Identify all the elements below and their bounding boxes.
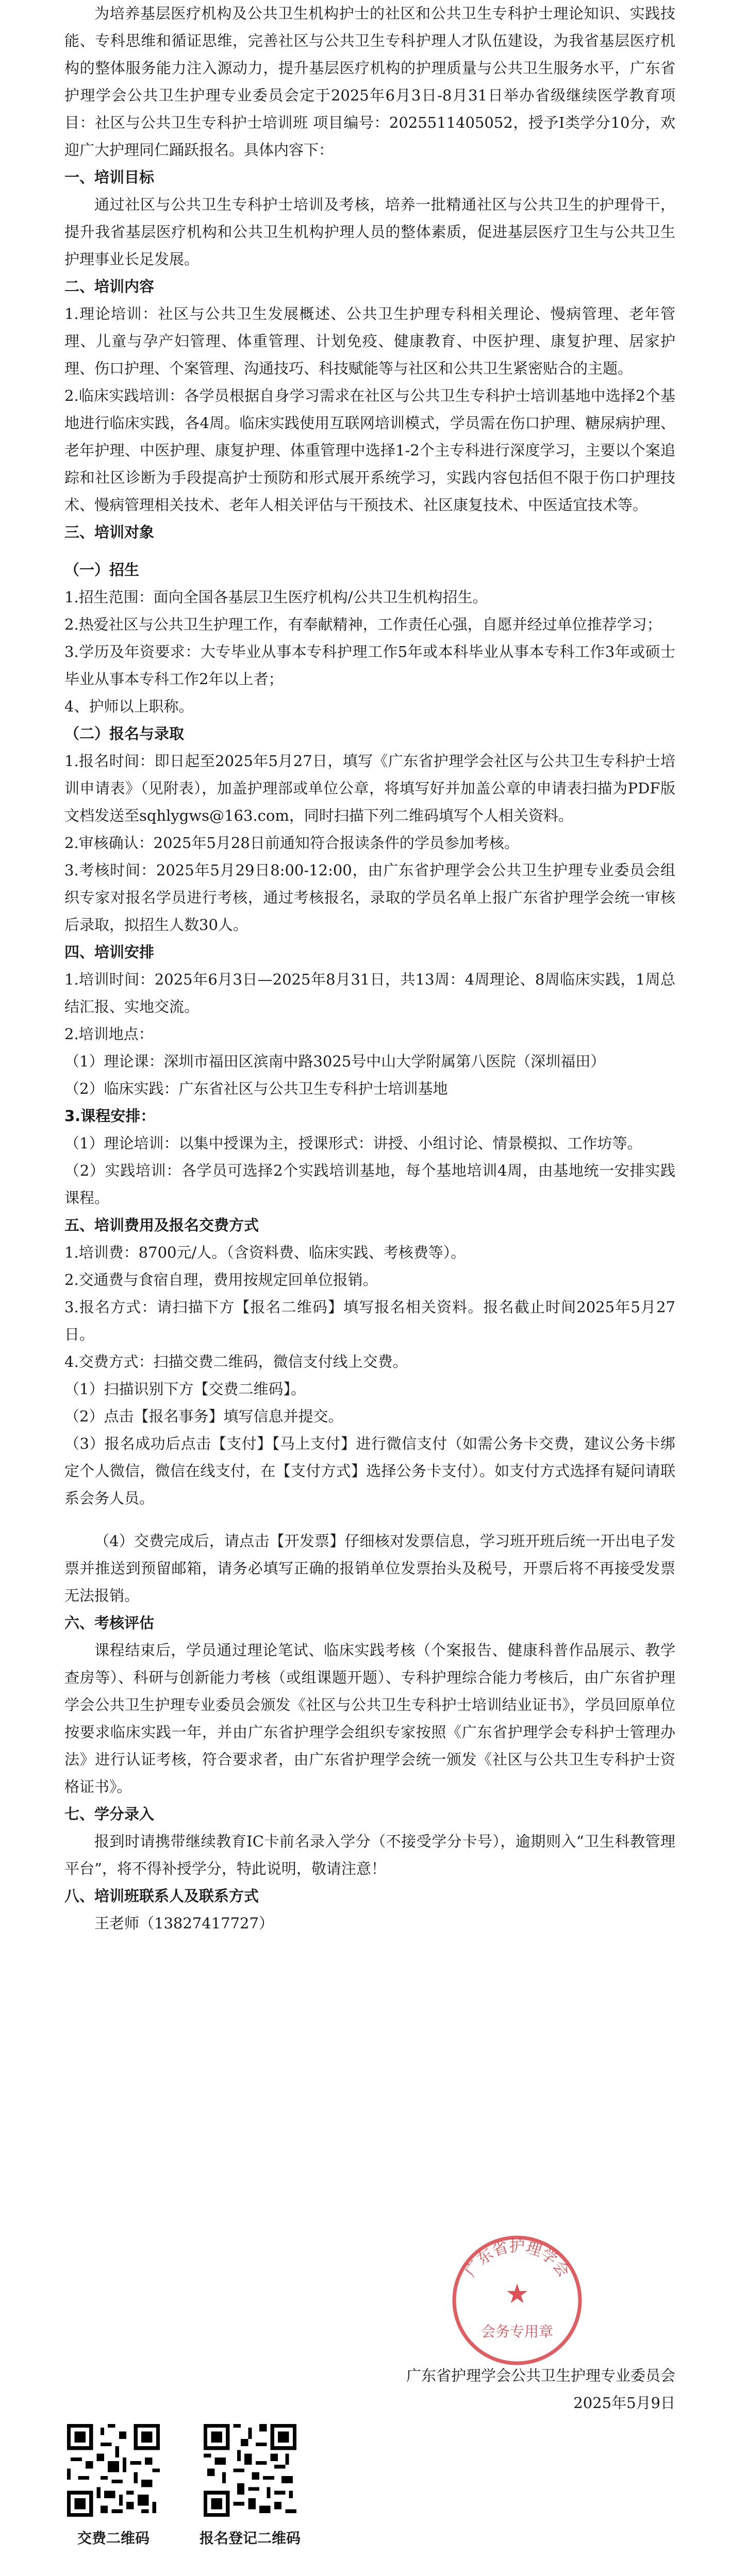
- official-seal-icon: [447, 2231, 587, 2370]
- list-item: 4.交费方式：扫描交费二维码，微信支付线上交费。: [64, 1353, 408, 1370]
- section-8-title: 八、培训班联系人及联系方式: [64, 1887, 259, 1905]
- list-item: （2）临床实践：广东省社区与公共卫生专科护士培训基地: [64, 1080, 448, 1097]
- list-item: 2.热爱社区与公共卫生护理工作，有奉献精神，工作责任心强，自愿并经过单位推荐学习；: [64, 616, 662, 633]
- contact-text: 王老师（13827417727）: [94, 1914, 274, 1932]
- signing-organization: 广东省护理学会公共卫生护理专业委员会: [406, 2367, 675, 2384]
- list-item: （4）交费完成后，请点击【开发票】仔细核对发票信息，学习班开班后统一开出电子发票并推送到预留邮箱，请务必填写正确的报销单位发票抬头及税号，开票后将不再接受发票无法报销。: [64, 1532, 675, 1604]
- section-2-theory: 1.理论培训：社区与公共卫生发展概述、公共卫生护理专科相关理论、慢病管理、老年管理、儿童与孕产妇管理、体重管理、计划免疫、健康教育、中医护理、康复护理、居家护理、伤口护理、个案管理、沟通技巧、科技赋能等与社区和公共卫生紧密贴合的主题。: [64, 305, 675, 377]
- list-item: （1）理论培训：以集中授课为主，授课形式：讲授、小组讨论、情景模拟、工作坊等。: [64, 1134, 642, 1152]
- list-item: （1）理论课：深圳市福田区滨南中路3025号中山大学附属第八医院（深圳福田）: [64, 1053, 606, 1070]
- list-item: 1.培训费：8700元/人。（含资料费、临床实践、考核费等）。: [64, 1244, 466, 1261]
- section-5-title: 五、培训费用及报名交费方式: [64, 1216, 259, 1234]
- section-1-text: 通过社区与公共卫生专科护士培训及考核，培养一批精通社区与公共卫生的护理骨干，提升我省基层医疗机构和公共卫生机构护理人员的整体素质，促进基层医疗卫生与公共卫生护理事业长足发展。: [64, 196, 675, 268]
- seal-text: 广东省护理学会: [461, 2238, 573, 2281]
- section-3-title: 三、培训对象: [64, 523, 155, 541]
- section-2-title: 二、培训内容: [64, 278, 155, 295]
- list-item: 1.培训时间：2025年6月3日—2025年8月31日，共13周：4周理论、8周临床实践，1周总结汇报、实地交流。: [64, 971, 675, 1015]
- notice-body: [64, 0, 675, 1937]
- qr-code-icon[interactable]: [204, 2424, 296, 2517]
- spacer: [64, 1512, 675, 1528]
- spacer: [64, 546, 675, 556]
- section-6-text: 课程结束后，学员通过理论笔试、临床实践考核（个案报告、健康科普作品展示、教学查房等）、科研与创新能力考核（或组课题开题）、专科护理综合能力考核后，由广东省护理学会公共卫生护理专业委员会颁发《社区与公共卫生专科护士培训结业证书》，学员回原单位按要求临床实践一年，并由广东省护理学会组织专家按照《广东省护理学会专科护士管理办法》进行认证考核，符合要求者，由广东省护理学会统一颁发《社区与公共卫生专科护士资格证书》。: [64, 1641, 675, 1795]
- list-item: 1.招生范围：面向全国各基层卫生医疗机构/公共卫生机构招生。: [64, 588, 488, 606]
- list-item: 3.报名方式：请扫描下方【报名二维码】填写报名相关资料。报名截止时间2025年5月27日。: [64, 1298, 675, 1343]
- list-item: 3.学历及年资要求：大专毕业从事本专科护理工作5年或本科毕业从事本专科工作3年或硕士毕业从事本专科工作2年以上者；: [64, 643, 675, 688]
- list-item: 3.课程安排：: [64, 1107, 156, 1125]
- payment-qr-label: 交费二维码: [77, 2530, 150, 2547]
- list-item: 4、护师以上职称。: [64, 698, 194, 715]
- svg-text:★: ★: [505, 2279, 529, 2310]
- list-item: （3）报名成功后点击【支付】【马上支付】进行微信支付（如需公务卡交费，建议公务卡绑定个人微信，微信在线支付，在【支付方式】选择公务卡支付）。如支付方式选择有疑问请联系会务人员。: [64, 1435, 675, 1507]
- section-7-text: 报到时请携带继续教育IC卡前名录入学分（不接受学分卡号），逾期则入“卫生科教管理平台”，将不得补授学分，特此说明，敬请注意！: [64, 1833, 675, 1877]
- list-item: 2.培训地点：: [64, 1025, 154, 1043]
- section-7-title: 七、学分录入: [64, 1805, 155, 1823]
- list-item: 1.报名时间：即日起至2025年5月27日，填写《广东省护理学会社区与公共卫生专科护士培训申请表》（见附表），加盖护理部或单位公章，将填写好并加盖公章的申请表扫描为PDF版文档发送至sqhlygws@163.com，同时扫描下列二维码填写个人相关资料。: [64, 752, 675, 824]
- registration-qr-label: 报名登记二维码: [199, 2530, 301, 2547]
- section-2-practice: 2.临床实践培训：各学员根据自身学习需求在社区与公共卫生专科护士培训基地中选择2个基地进行临床实践，各4周。临床实践使用互联网培训模式，学员需在伤口护理、糖尿病护理、老年护理、中医护理、康复护理、体重管理中选择1-2个主专科进行深度学习，主要以个案追踪和社区诊断为手段提高护士预防和形式展开系统学习，实践内容包括但不限于伤口护理技术、慢病管理相关技术、老年人相关评估与干预技术、社区康复技术、中医适宜技术等。: [64, 387, 675, 514]
- list-item: （2）实践培训：各学员可选择2个实践培训基地，每个基地培训4周，由基地统一安排实践课程。: [64, 1162, 675, 1207]
- signing-date: 2025年5月9日: [573, 2394, 675, 2412]
- list-item: （1）扫描识别下方【交费二维码】。: [64, 1380, 306, 1398]
- seal-subtext: 会务专用章: [480, 2323, 554, 2340]
- list-item: （2）点击【报名事务】填写信息并提交。: [64, 1408, 343, 1425]
- payment-qr[interactable]: [62, 2424, 165, 2548]
- section-3-2-title: （二）报名与录取: [64, 725, 185, 742]
- qr-code-icon[interactable]: [67, 2424, 160, 2517]
- list-item: 3.考核时间：2025年5月29日8:00-12:00，由广东省护理学会公共卫生护理专业委员会组织专家对报名学员进行考核，通过考核报名，录取的学员名单上报广东省护理学会统一审核后录取，拟招生人数30人。: [64, 861, 675, 934]
- list-item: 2.交通费与食宿自理，费用按规定回单位报销。: [64, 1271, 378, 1289]
- list-item: 2.审核确认：2025年5月28日前通知符合报读条件的学员参加考核。: [64, 834, 519, 852]
- section-6-title: 六、考核评估: [64, 1614, 155, 1632]
- section-4-title: 四、培训安排: [64, 943, 155, 961]
- section-1-title: 一、培训目标: [64, 168, 155, 186]
- section-3-1-title: （一）招生: [64, 561, 140, 579]
- intro-paragraph: 为培养基层医疗机构及公共卫生机构护士的社区和公共卫生专科护士理论知识、实践技能、专科思维和循证思维，完善社区与公共卫生专科护理人才队伍建设，为我省基层医疗机构的整体服务能力注入源动力，提升基层医疗机构的护理质量与公共卫生服务水平，广东省护理学会公共卫生护理专业委员会定于2025年6月3日-8月31日举办省级继续医学教育项目：社区与公共卫生专科护士培训班 项目编号：2025511405052，授予Ⅰ类学分10分，欢迎广大护理同仁踊跃报名。具体内容下：: [64, 5, 675, 159]
- signature-block: [64, 2362, 675, 2417]
- registration-qr[interactable]: [198, 2424, 302, 2548]
